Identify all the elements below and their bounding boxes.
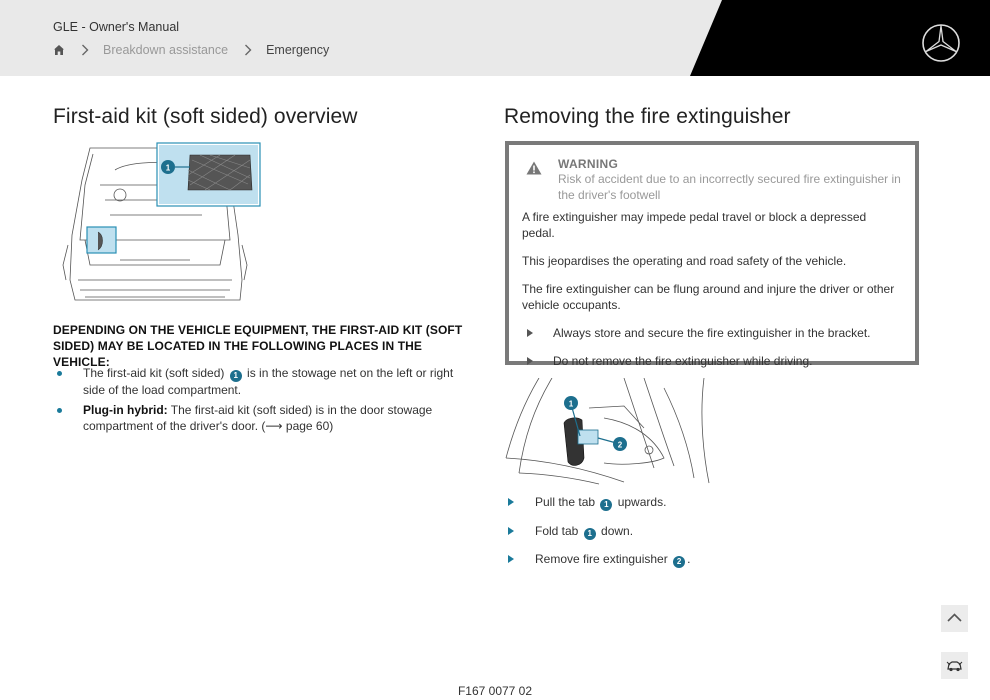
step-text: Fold tab [535, 523, 582, 538]
step-item [504, 523, 924, 552]
breadcrumb-breakdown-assistance[interactable]: Breakdown assistance [103, 43, 229, 57]
fire-extinguisher-heading: Removing the fire extinguisher [504, 105, 791, 128]
step-text: upwards. [614, 495, 667, 509]
callout-badge-2: 2 [673, 556, 685, 568]
home-icon[interactable] [53, 44, 65, 56]
list-item [53, 402, 473, 434]
warning-action-text: Always store and secure the fire extinguisher in the bracket. [553, 326, 871, 340]
first-aid-locations-list [53, 365, 473, 438]
breadcrumb-emergency[interactable]: Emergency [266, 43, 330, 57]
extinguisher-callout-2: 2 [617, 440, 623, 450]
first-aid-kit-location-illustration [60, 140, 265, 312]
callout-badge-1: 1 [584, 528, 596, 540]
bullet-icon [57, 408, 62, 413]
callout-badge-1: 1 [230, 370, 242, 382]
bullet-icon [57, 371, 62, 376]
warning-subtitle: Risk of accident due to an incorrectly secured fire extinguisher in the driver's footwell [558, 172, 901, 202]
step-item [504, 494, 924, 523]
image-code: F167 0077 02 [457, 684, 533, 698]
first-aid-lead-text: DEPENDING ON THE VEHICLE EQUIPMENT, THE FIRST-AID KIT (SOFT SIDED) MAY BE LOCATED IN THE FOLLOWING PLACES IN THE VEHICLE: [53, 323, 463, 369]
kit-callout-1: 1 [165, 163, 171, 173]
step-item [504, 551, 924, 580]
action-arrow-icon [527, 329, 533, 337]
warning-action-text: Do not remove the fire extinguisher while driving. [553, 354, 813, 368]
warning-paragraph: A fire extinguisher may impede pedal travel or block a depressed pedal. [522, 210, 867, 240]
vehicle-view-button[interactable] [941, 652, 968, 679]
warning-paragraph: This jeopardises the operating and road safety of the vehicle. [522, 254, 847, 268]
list-item [53, 365, 473, 398]
list-item-text: is in the stowage net on the left or right side of the load compartment. [83, 366, 454, 397]
warning-action [522, 353, 901, 369]
warning-box [505, 141, 919, 368]
mercedes-star-icon [921, 23, 961, 63]
action-arrow-icon [527, 357, 533, 365]
scroll-to-top-button[interactable] [941, 605, 968, 632]
fire-extinguisher-bracket-illustration [504, 378, 712, 486]
list-item-text[interactable]: The first-aid kit (soft sided) is in the door stowage compartment of the driver's door. (⟶ page 60) [83, 403, 433, 433]
plug-in-hybrid-label: Plug-in hybrid: [83, 403, 168, 417]
chevron-up-icon [941, 605, 968, 632]
step-arrow-icon [508, 527, 514, 535]
chevron-right-icon [244, 44, 252, 56]
warning-triangle-icon [526, 161, 542, 175]
step-text: Pull the tab [535, 495, 599, 509]
first-aid-heading: First-aid kit (soft sided) overview [53, 105, 358, 128]
warning-action [522, 325, 901, 341]
manual-title: GLE - Owner's Manual [53, 20, 180, 34]
list-item-text: The first-aid kit (soft sided) [83, 366, 228, 380]
car-icon [941, 652, 968, 679]
breadcrumb [53, 42, 329, 58]
warning-paragraph: The fire extinguisher can be flung around and injure the driver or other vehicle occupants. [522, 282, 895, 312]
warning-title: WARNING [558, 157, 619, 171]
step-text: down. [597, 523, 634, 538]
step-text: . [687, 552, 691, 566]
step-text: Remove fire extinguisher [535, 552, 672, 566]
chevron-right-icon [81, 44, 89, 56]
removal-steps [504, 494, 924, 580]
callout-badge-1: 1 [600, 499, 612, 511]
step-arrow-icon [508, 555, 514, 563]
step-arrow-icon [508, 498, 514, 506]
extinguisher-callout-1: 1 [568, 399, 574, 409]
